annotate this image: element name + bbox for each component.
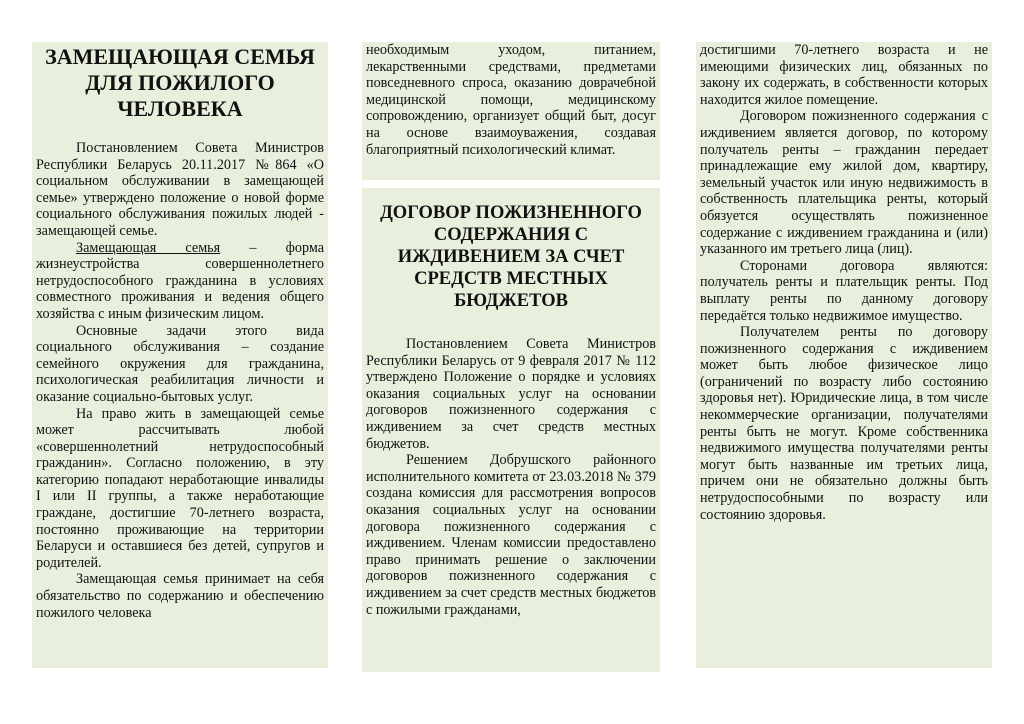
col2-paragraph-2: Решением Добрушского районного исполнительного комитета от 23.03.2018 № 379 создана комиссия для рассмотрения вопросов оказания социальных услуг на основании договора пожизненного содержания с иждивением. Членам комиссии предоставлено право принимать решение о заключении договоров пожизненного содержания с иждивением за счет средств местных бюджетов с пожилыми гражданами, <box>366 452 656 618</box>
column-2-top-panel <box>362 42 660 180</box>
col1-paragraph-1: Постановлением Совета Министров Республики Беларусь 20.11.2017 №864 «О социальном обслуживании в замещающей семье» утверждено положение о новой форме социального обслуживания пожилых людей - замещающей семье. <box>36 140 324 239</box>
col3-paragraph-1: Договором пожизненного содержания с иждивением является договор, по которому получатель ренты – гражданин передает принадлежащие ему жилой дом, квартиру, земельный участок или иную недвижимость в собственность плательщика ренты, который обязуется осуществлять пожизненное содержание с иждивением гражданина и (или) указанного им третьего лица (лиц). <box>700 108 988 258</box>
col2-paragraph-1: Постановлением Совета Министров Республики Беларусь от 9 февраля 2017 № 112 утверждено Положение о порядке и условиях оказания социальных услуг на основании договоров пожизненного содержания с иждивением за счет средств местных бюджетов. <box>366 336 656 452</box>
col2-top-paragraph: необходимым уходом, питанием, лекарственными средствами, предметами повседневного спроса, оказанию доврачебной медицинской помощи, медицинскому сопровождению, организует общий быт, досуг на основе взаимоуважения, создавая благоприятный психологический климат. <box>366 42 656 158</box>
col1-paragraph-2-text: – форма жизнеустройства совершеннолетнего нетрудоспособного гражданина в условиях совместного проживания и ведения общего хозяйства с иным физическим лицом. <box>36 239 324 322</box>
col1-paragraph-3: Основные задачи этого вида социального обслуживания – создание семейного окружения для гражданина, психологическая реабилитация личности и оказание социально-бытовых услуг. <box>36 322 324 405</box>
column-2-main-panel <box>362 188 660 672</box>
column-1-panel <box>32 42 328 668</box>
col1-title: ЗАМЕЩАЮЩАЯ СЕМЬЯ ДЛЯ ПОЖИЛОГО ЧЕЛОВЕКА <box>45 44 315 121</box>
col1-term-substitute-family: Замещающая семья <box>76 239 221 256</box>
col3-paragraph-2: Сторонами договора являются: получатель ренты и плательщик ренты. Под выплату ренты по данному договору передаётся только недвижимое имущество. <box>700 257 988 324</box>
col1-paragraph-2 <box>36 240 324 323</box>
col3-paragraph-0: достигшими 70-летнего возраста и не имеющими физических лиц, обязанных по закону их содержать, в собственности которых находится жилое помещение. <box>700 42 988 108</box>
column-3-panel <box>696 42 992 668</box>
col1-paragraph-4: На право жить в замещающей семье может рассчитывать любой «совершеннолетний нетрудоспособный гражданин». Согласно положению, в эту категорию попадают неработающие инвалиды I или II группы, а также неработающие граждане, достигшие 70-летнего возраста, постоянно проживающие на территории Беларуси и оставшиеся без детей, супругов и родителей. <box>36 405 324 571</box>
col1-paragraph-5: Замещающая семья принимает на себя обязательство по содержанию и обеспечению пожилого человека <box>36 571 324 621</box>
col2-title: ДОГОВОР ПОЖИЗНЕННОГО СОДЕРЖАНИЯ С ИЖДИВЕНИЕМ ЗА СЧЕТ СРЕДСТВ МЕСТНЫХ БЮДЖЕТОВ <box>380 203 642 311</box>
col3-paragraph-3: Получателем ренты по договору пожизненного содержания с иждивением может быть любое физическое лицо (ограничений по возрасту либо состоянию здоровья нет). Юридические лица, в том числе некоммерческие организации, получателями ренты быть не могут. Кроме собственника недвижимого имущества получателями ренты могут быть названные им третьих лица, причем они не обязательно должны быть нетрудоспособными по возрасту или состоянию здоровья. <box>700 324 988 523</box>
